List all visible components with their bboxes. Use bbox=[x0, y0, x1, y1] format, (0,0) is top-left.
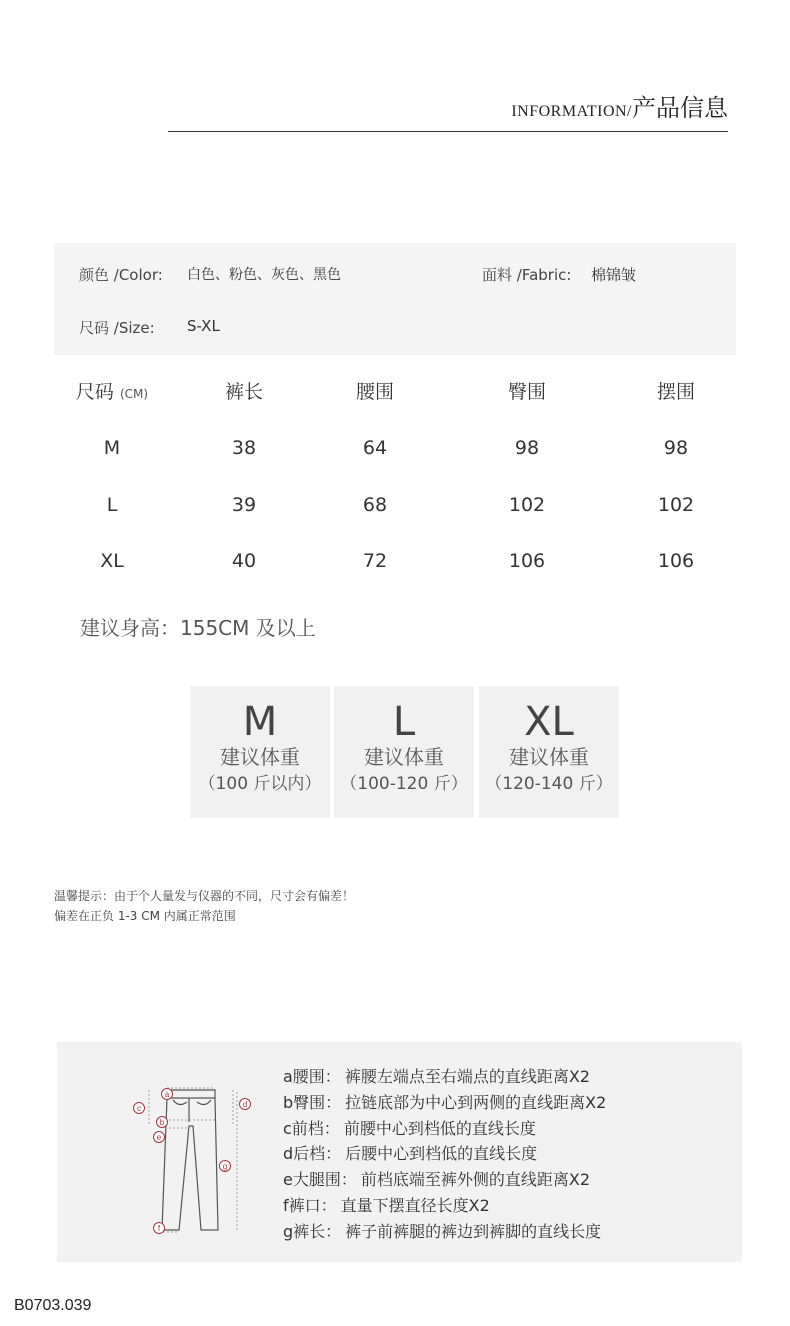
marker-b: b bbox=[159, 1118, 165, 1127]
measurement-desc: 直量下摆直径长度X2 bbox=[340, 1195, 490, 1215]
measurement-key: a腰围： bbox=[283, 1067, 341, 1086]
weight-card-size: XL bbox=[524, 699, 574, 745]
table-cell: 39 bbox=[231, 494, 257, 516]
pants-diagram bbox=[127, 1082, 267, 1242]
measurement-desc: 前档底端至裤外侧的直线距离X2 bbox=[360, 1170, 591, 1190]
measurement-key: e大腿围： bbox=[283, 1170, 357, 1190]
table-header-label: 尺码 bbox=[75, 381, 114, 403]
table-cell: XL bbox=[100, 550, 124, 572]
weight-card-label: 建议体重 bbox=[220, 745, 300, 769]
measurement-desc: 裤子前裤腿的裤边到裤脚的直线长度 bbox=[345, 1221, 602, 1241]
header-title-cn: 产品信息 bbox=[632, 94, 728, 122]
measurement-key: g裤长： bbox=[283, 1221, 342, 1241]
table-cell: 102 bbox=[657, 494, 695, 516]
table-cell: 72 bbox=[362, 550, 388, 572]
tip-line-1: 温馨提示：由于个人量发与仪器的不同，尺寸会有偏差！ bbox=[54, 889, 355, 903]
table-cell: 64 bbox=[362, 437, 388, 459]
measurement-desc: 拉链底部为中心到两侧的直线距离X2 bbox=[345, 1092, 607, 1112]
weight-card-range: （100 斤以内） bbox=[198, 774, 322, 794]
weight-card-label: 建议体重 bbox=[509, 745, 589, 769]
fabric-label: 面料 /Fabric: bbox=[482, 266, 572, 284]
marker-e: e bbox=[156, 1133, 162, 1142]
table-cell: 98 bbox=[663, 437, 689, 459]
table-header-size bbox=[76, 377, 148, 404]
measurement-item bbox=[283, 1219, 606, 1245]
measurement-item bbox=[283, 1116, 606, 1142]
measurement-item bbox=[283, 1193, 606, 1219]
color-value: 白色、粉色、灰色、黑色 bbox=[187, 267, 341, 283]
table-cell: L bbox=[106, 494, 118, 516]
table-cell: 102 bbox=[508, 494, 546, 516]
measurement-guide bbox=[57, 1042, 742, 1262]
size-label: 尺码 /Size: bbox=[79, 319, 155, 337]
table-header: 臀围 bbox=[507, 381, 547, 403]
header-title bbox=[511, 88, 728, 123]
measurement-desc: 前腰中心到档低的直线长度 bbox=[343, 1118, 536, 1138]
table-cell: 40 bbox=[231, 550, 257, 572]
measurement-key: b臀围： bbox=[283, 1092, 342, 1112]
weight-card-l bbox=[334, 686, 474, 818]
section-header bbox=[168, 82, 728, 132]
marker-c: c bbox=[137, 1104, 141, 1113]
table-header: 裤长 bbox=[224, 381, 264, 403]
weight-card-size: M bbox=[242, 699, 278, 745]
table-cell: M bbox=[103, 437, 121, 459]
product-sku: B0703.039 bbox=[14, 1297, 92, 1314]
marker-f: f bbox=[157, 1224, 161, 1233]
weight-card-range: （100-120 斤） bbox=[340, 774, 468, 794]
table-header: 腰围 bbox=[355, 381, 395, 403]
marker-d: d bbox=[242, 1100, 248, 1109]
weight-card-size: L bbox=[392, 699, 416, 745]
measurement-item bbox=[283, 1064, 606, 1090]
marker-g: g bbox=[222, 1162, 228, 1171]
weight-card-label: 建议体重 bbox=[364, 745, 444, 769]
weight-card-range: （120-140 斤） bbox=[485, 774, 613, 794]
table-cell: 38 bbox=[231, 437, 257, 459]
size-value: S-XL bbox=[187, 317, 220, 335]
fabric-value: 棉锦皱 bbox=[591, 266, 637, 284]
table-cell: 106 bbox=[657, 550, 695, 572]
header-title-en: INFORMATION/ bbox=[511, 103, 632, 120]
color-label: 颜色 /Color: bbox=[79, 266, 163, 284]
table-cell: 98 bbox=[514, 437, 540, 459]
measurement-item bbox=[283, 1167, 606, 1193]
table-cell: 68 bbox=[362, 494, 388, 516]
measurement-key: f裤口： bbox=[283, 1195, 337, 1215]
measurement-key: c前档： bbox=[283, 1118, 340, 1138]
pants-outline bbox=[159, 1090, 218, 1230]
measurement-key: d后档： bbox=[283, 1144, 342, 1164]
measurement-list bbox=[283, 1064, 606, 1245]
measurement-item bbox=[283, 1090, 606, 1116]
product-info-box bbox=[54, 243, 736, 355]
weight-card-m bbox=[190, 686, 330, 818]
tip-line-2: 偏差在正负 1-3 CM 内属正常范围 bbox=[54, 909, 236, 923]
measurement-desc: 裤腰左端点至右端点的直线距离X2 bbox=[344, 1067, 590, 1086]
measurement-item bbox=[283, 1141, 606, 1167]
measurement-desc: 后腰中心到档低的直线长度 bbox=[345, 1144, 538, 1164]
height-recommendation: 建议身高：155CM 及以上 bbox=[80, 616, 316, 640]
marker-a: a bbox=[164, 1090, 170, 1099]
table-cell: 106 bbox=[508, 550, 546, 572]
weight-card-xl bbox=[479, 686, 619, 818]
table-header-unit: (CM) bbox=[119, 387, 149, 401]
table-header: 摆围 bbox=[656, 381, 696, 403]
